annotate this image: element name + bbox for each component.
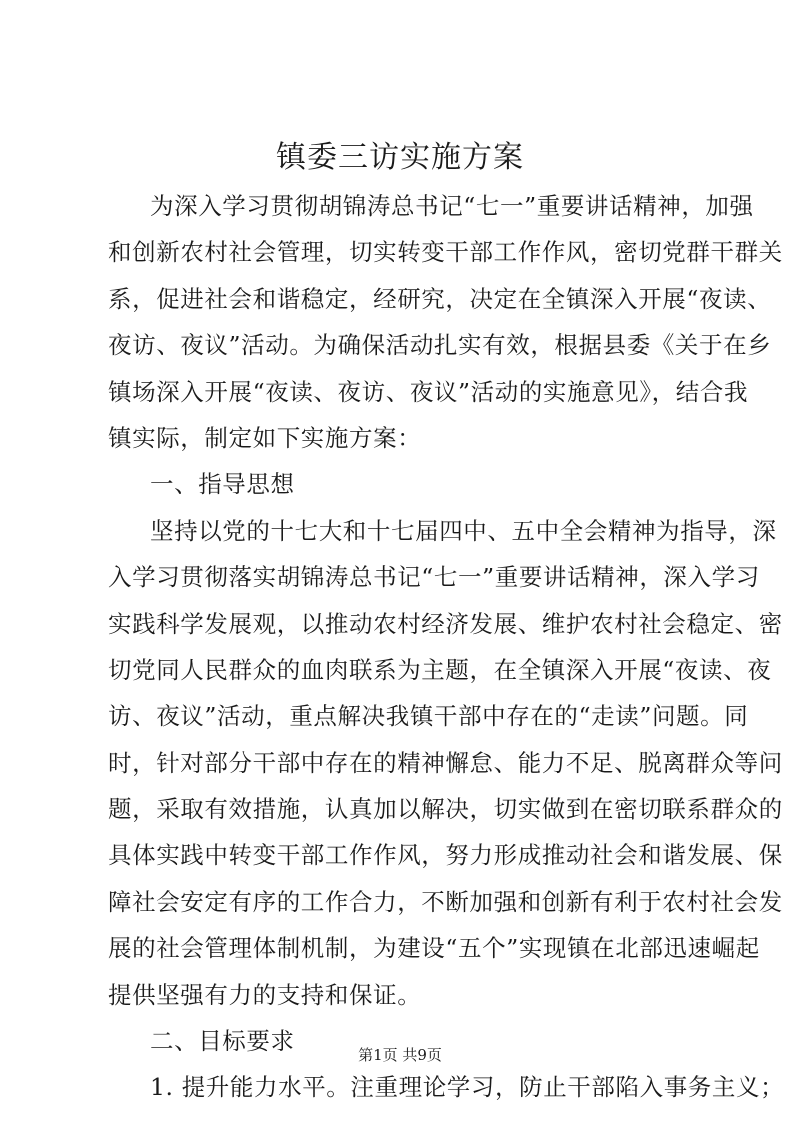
body-line: 镇场深入开展“夜读、夜访、夜议”活动的实施意见》，结合我 [108, 377, 749, 406]
page-footer: 第1页 共9页 [358, 1046, 442, 1064]
section-heading: 二、目标要求 [150, 1027, 295, 1056]
body-line: 提供坚强有力的支持和保证。 [108, 980, 422, 1009]
body-line: 切党同人民群众的血肉联系为主题，在全镇深入开展“夜读、夜 [108, 655, 772, 684]
body-line: 实践科学发展观，以推动农村经济发展、维护农村社会稳定、密 [108, 609, 783, 638]
section-heading: 一、指导思想 [150, 470, 295, 499]
body-line: 镇实际，制定如下实施方案： [108, 423, 422, 452]
body-line: 具体实践中转变干部工作作风，努力形成推动社会和谐发展、保 [108, 841, 783, 870]
body-line: 系，促进社会和谐稳定，经研究，决定在全镇深入开展“夜读、 [108, 284, 772, 313]
body-line: 题，采取有效措施，认真加以解决，切实做到在密切联系群众的 [108, 795, 783, 824]
document-title: 镇委三访实施方案 [276, 140, 524, 175]
body-line: 和创新农村社会管理，切实转变干部工作作风，密切党群干群关 [108, 238, 783, 267]
body-line: 障社会安定有序的工作合力，不断加强和创新有利于农村社会发 [108, 887, 783, 916]
body-line: 展的社会管理体制机制，为建设“五个”实现镇在北部迅速崛起 [108, 934, 760, 963]
body-line: 访、夜议”活动，重点解决我镇干部中存在的“走读”问题。同 [108, 702, 749, 731]
document-body [108, 183, 785, 1111]
body-line: 为深入学习贯彻胡锦涛总书记“七一”重要讲话精神，加强 [150, 192, 754, 220]
body-line: 入学习贯彻落实胡锦涛总书记“七一”重要讲话精神，深入学习 [108, 563, 760, 592]
body-line: 夜访、夜议”活动。为确保活动扎实有效，根据县委《关于在乡 [108, 331, 772, 360]
body-line: 1. 提升能力水平。注重理论学习，防止干部陷入事务主义； [150, 1073, 785, 1102]
body-line: 坚持以党的十七大和十七届四中、五中全会精神为指导，深 [150, 516, 777, 545]
body-line: 时，针对部分干部中存在的精神懈怠、能力不足、脱离群众等问 [108, 748, 783, 777]
